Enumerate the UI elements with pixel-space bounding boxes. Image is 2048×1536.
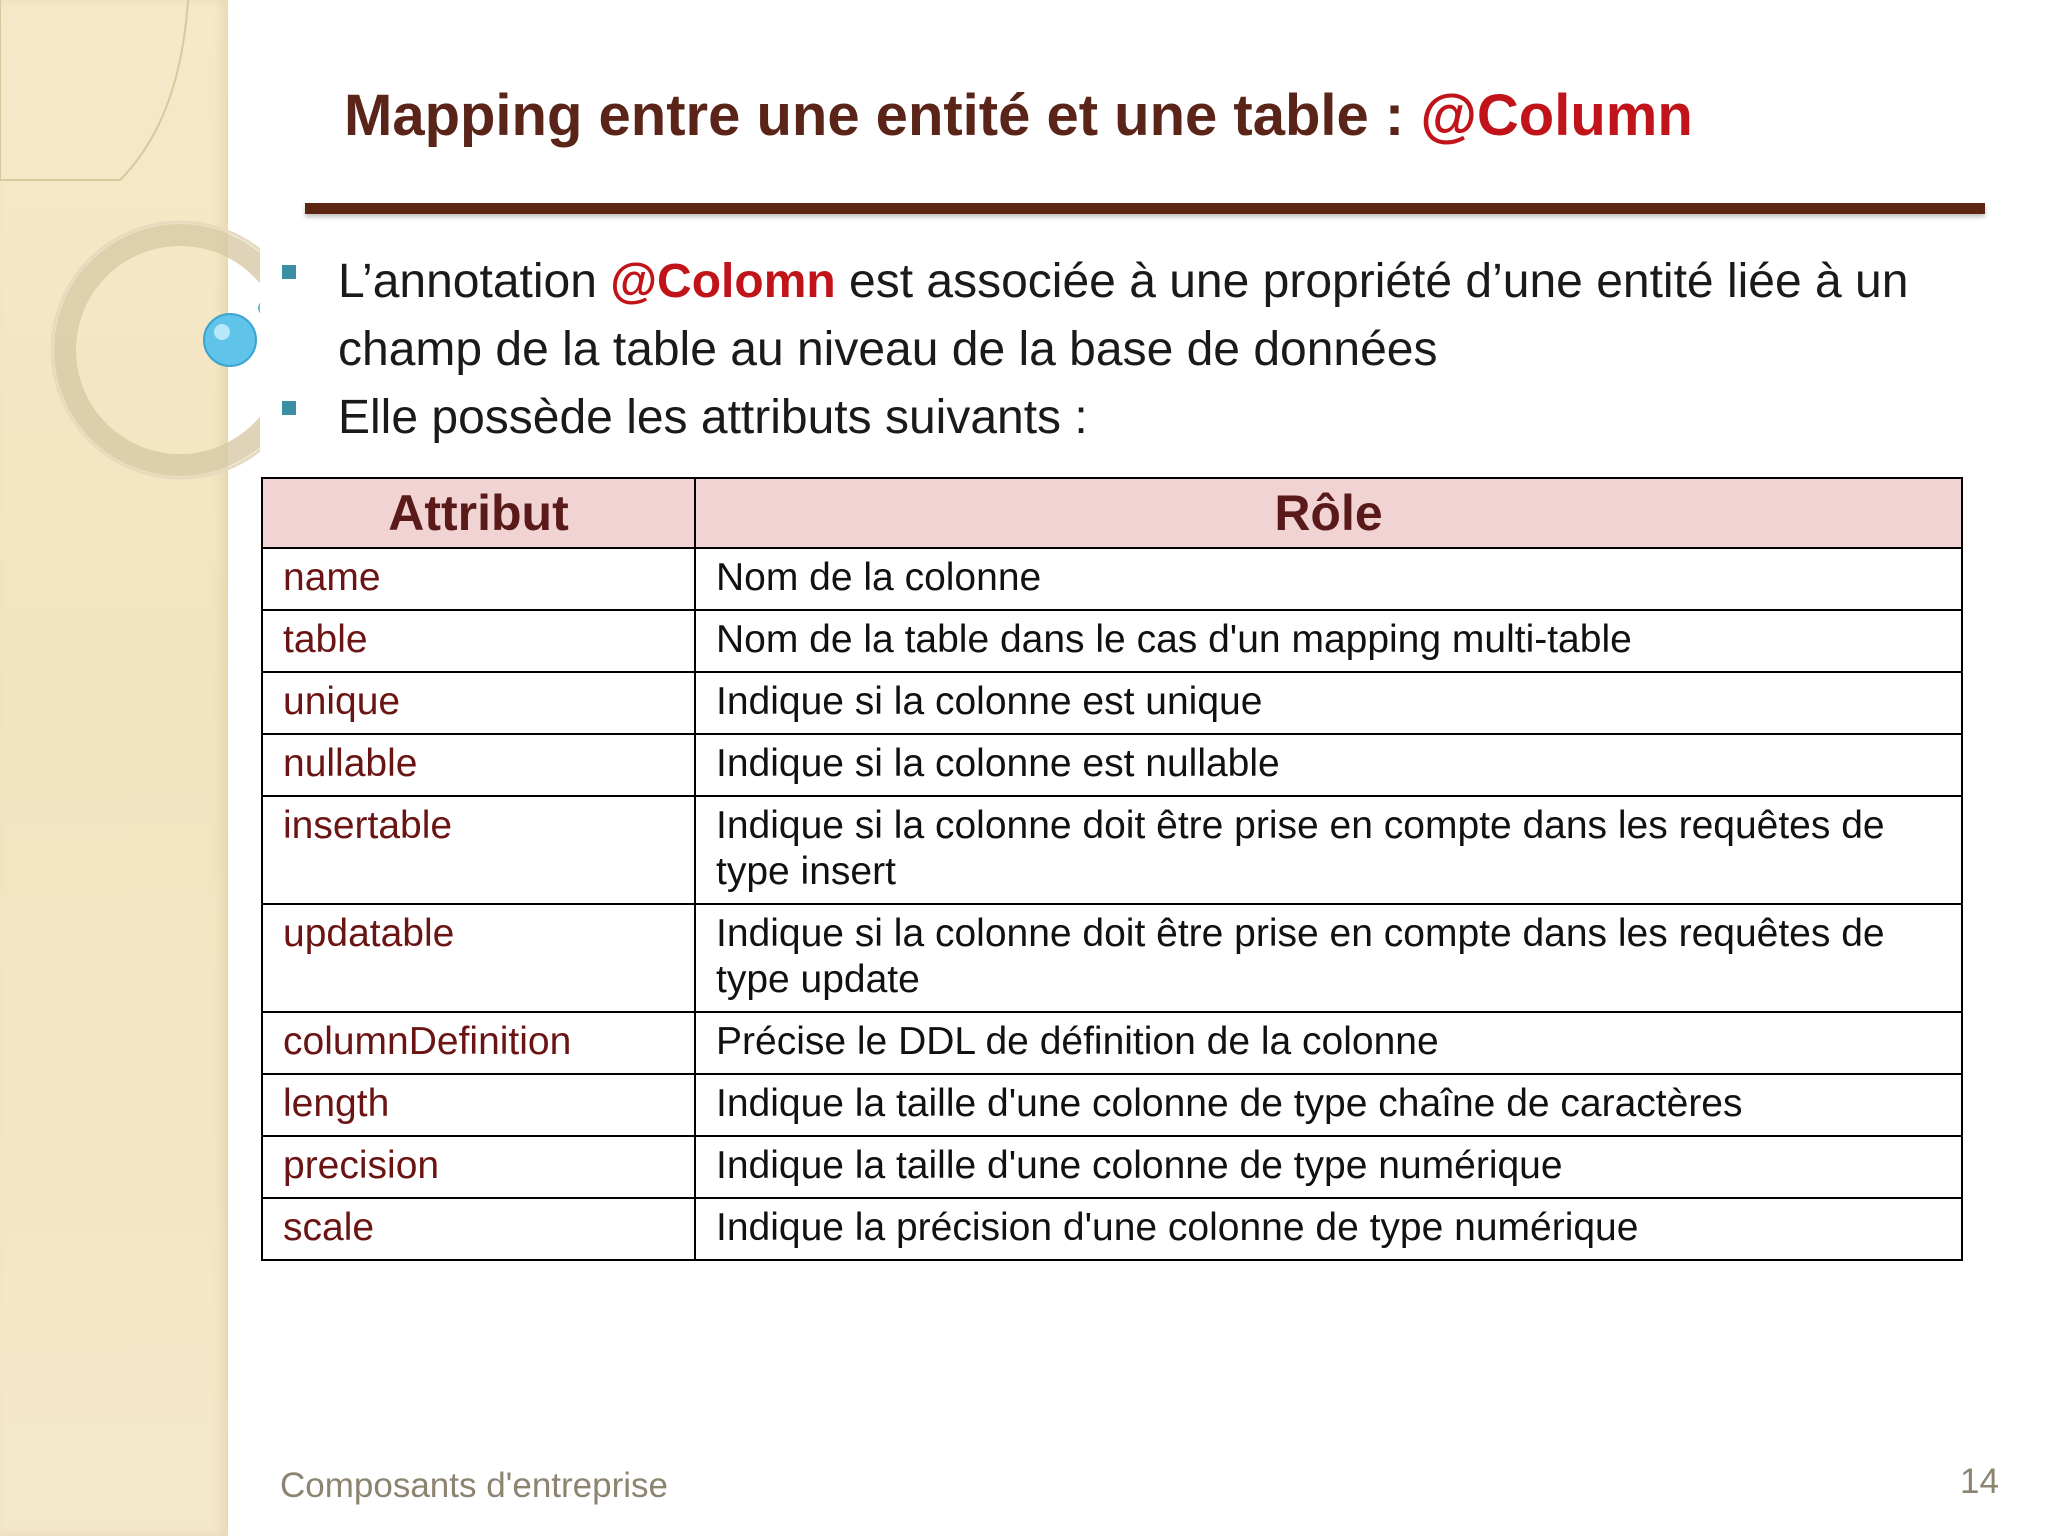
attribute-role: Nom de la table dans le cas d'un mapping multi-table xyxy=(695,610,1962,672)
attribute-name: columnDefinition xyxy=(262,1012,695,1074)
bullet-square-icon xyxy=(282,401,296,415)
attribute-role: Nom de la colonne xyxy=(695,548,1962,610)
attribute-role: Indique la précision d'une colonne de type numérique xyxy=(695,1198,1962,1260)
bullet-square-icon xyxy=(282,265,296,279)
table-row xyxy=(262,796,1962,904)
title-accent: @Column xyxy=(1420,83,1693,148)
table-row xyxy=(262,1012,1962,1074)
attribute-role: Indique si la colonne est unique xyxy=(695,672,1962,734)
bullet-accent: @Colomn xyxy=(610,255,836,308)
attribute-name: nullable xyxy=(262,734,695,796)
slide-title xyxy=(344,82,1693,149)
attribute-role: Indique si la colonne est nullable xyxy=(695,734,1962,796)
attribute-name: unique xyxy=(262,672,695,734)
table-row xyxy=(262,610,1962,672)
table-row xyxy=(262,1198,1962,1260)
attribute-role: Indique la taille d'une colonne de type numérique xyxy=(695,1136,1962,1198)
title-main: Mapping entre une entité et une table : xyxy=(344,83,1421,148)
slide-footer: Composants d'entreprise xyxy=(280,1466,668,1505)
page-number: 14 xyxy=(1960,1462,1999,1501)
attribute-name: insertable xyxy=(262,796,695,904)
decorative-sidebar xyxy=(0,0,228,1536)
attribute-role: Indique si la colonne doit être prise en compte dans les requêtes de type insert xyxy=(695,796,1962,904)
bullet-text: L’annotation xyxy=(338,255,611,308)
attribute-name: table xyxy=(262,610,695,672)
table-row xyxy=(262,1074,1962,1136)
attribute-name: scale xyxy=(262,1198,695,1260)
bullet-text: Elle possède les attributs suivants : xyxy=(338,391,1088,444)
attribute-role: Indique la taille d'une colonne de type chaîne de caractères xyxy=(695,1074,1962,1136)
table-row xyxy=(262,904,1962,1012)
table-row xyxy=(262,548,1962,610)
bullet-list xyxy=(282,248,2002,452)
header-role: Rôle xyxy=(695,478,1962,548)
attribute-name: name xyxy=(262,548,695,610)
attribute-name: updatable xyxy=(262,904,695,1012)
bullet-text: est associée à une propriété d’une entité liée à un champ de la table au niveau de la base de données xyxy=(338,255,1909,376)
attribute-name: length xyxy=(262,1074,695,1136)
attributes-table xyxy=(261,477,1963,1261)
table-header-row xyxy=(262,478,1962,548)
attribute-role: Indique si la colonne doit être prise en compte dans les requêtes de type update xyxy=(695,904,1962,1012)
attribute-role: Précise le DDL de définition de la colonne xyxy=(695,1012,1962,1074)
attribute-name: precision xyxy=(262,1136,695,1198)
table-row xyxy=(262,734,1962,796)
bullet-item xyxy=(282,248,2002,384)
title-divider xyxy=(305,203,1985,214)
bullet-item xyxy=(282,384,2002,452)
table-row xyxy=(262,672,1962,734)
decorative-rings-icon xyxy=(0,0,260,520)
header-attribut: Attribut xyxy=(262,478,695,548)
table-row xyxy=(262,1136,1962,1198)
